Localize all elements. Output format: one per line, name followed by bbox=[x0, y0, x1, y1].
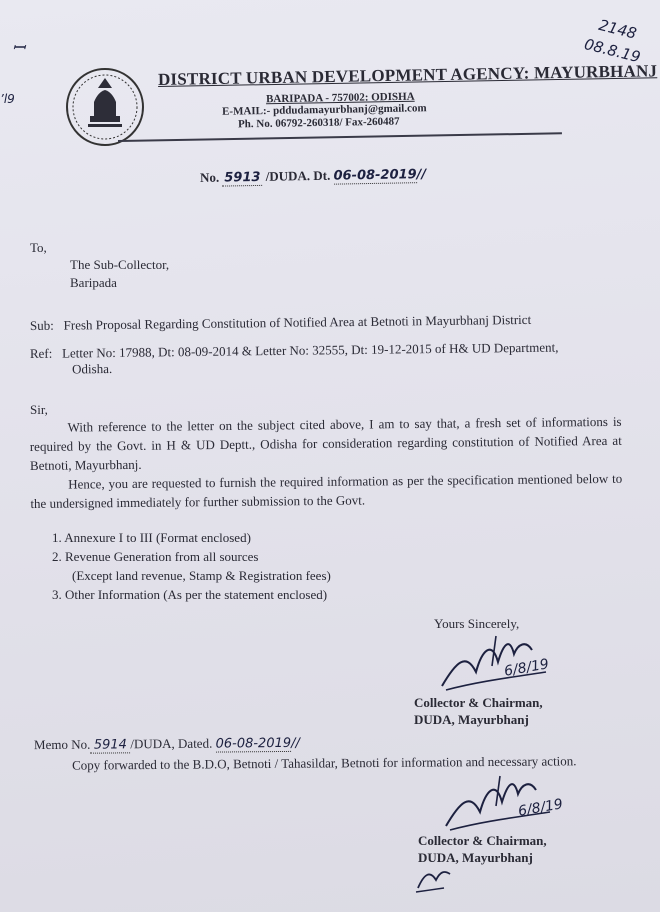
signature-1-designation bbox=[414, 694, 543, 728]
letter-number bbox=[200, 166, 426, 187]
addressee-line-2: Baripada bbox=[70, 275, 117, 290]
letter-number-label: No. bbox=[199, 169, 220, 185]
memo-number-mid: /DUDA, Dated. bbox=[130, 735, 213, 752]
subject-line bbox=[30, 312, 531, 334]
stamp-number: 2148 bbox=[596, 15, 639, 43]
header-divider bbox=[118, 132, 562, 142]
list-item: 1. Annexure I to III (Format enclosed) bbox=[52, 530, 251, 545]
memo-date-value: 06-08-2019 bbox=[215, 735, 292, 752]
paragraph-2-text: Hence, you are requested to furnish the required information as per the specification mentioned below to the undersigned immediately for further submission to the Govt. bbox=[30, 470, 623, 511]
paragraph-1 bbox=[30, 412, 623, 475]
state-emblem-icon bbox=[64, 66, 146, 148]
requirements-list bbox=[52, 528, 331, 604]
subject-text: Fresh Proposal Regarding Constitution of Notified Area at Betnoti in Mayurbhanj District bbox=[63, 311, 532, 333]
reference-text: Letter No: 17988, Dt: 08-09-2014 & Letter No: 32555, Dt: 19-12-2015 of H& UD Department, bbox=[61, 339, 559, 361]
addressee-line-1: The Sub-Collector, bbox=[70, 257, 170, 272]
reference-text-2: Odisha. bbox=[71, 360, 113, 377]
list-item: 3. Other Information (As per the statement enclosed) bbox=[52, 587, 328, 602]
reference-line bbox=[30, 339, 620, 378]
list-item-note: (Except land revenue, Stamp & Registration fees) bbox=[72, 568, 331, 583]
subject-label: Sub: bbox=[29, 317, 54, 333]
signature-2-title: Collector & Chairman, bbox=[418, 833, 547, 848]
initial-mark bbox=[414, 864, 454, 894]
memo-number-label: Memo No. bbox=[33, 736, 91, 753]
memo-date-suffix: // bbox=[291, 735, 300, 751]
to-label: To, bbox=[30, 240, 47, 255]
addressee-block bbox=[70, 256, 169, 292]
margin-mark-left: ’l9 bbox=[0, 92, 15, 106]
letter-number-value: 5913 bbox=[224, 169, 261, 186]
signature-1-org: DUDA, Mayurbhanj bbox=[414, 712, 529, 727]
list-item: 2. Revenue Generation from all sources bbox=[52, 549, 259, 564]
agency-email: E-MAIL:- pddudamayurbhanj@gmail.com bbox=[221, 102, 427, 118]
closing: Yours Sincerely, bbox=[434, 616, 520, 631]
memo-number-value: 5914 bbox=[90, 737, 130, 753]
reference-label: Ref: bbox=[29, 345, 53, 362]
signature-1-title: Collector & Chairman, bbox=[414, 695, 543, 710]
signature-1-date: 6/8/19 bbox=[502, 656, 551, 680]
letter-number-mid: /DUDA. Dt. bbox=[265, 167, 331, 184]
letter-date-suffix: // bbox=[416, 167, 427, 183]
letter-body bbox=[30, 412, 623, 513]
agency-address: BARIPADA - 757002: ODISHA bbox=[265, 90, 415, 106]
signature-2-org: DUDA, Mayurbhanj bbox=[418, 850, 533, 865]
signature-2-designation bbox=[418, 832, 547, 866]
paragraph-1-text: With reference to the letter on the subject cited above, I am to say that, a fresh set of informations is required by the Govt. in H & UD Deptt., Odisha for consideration regarding constitution of Notified Area at Betnoti, Mayurbhanj. bbox=[29, 413, 622, 473]
agency-name: DISTRICT URBAN DEVELOPMENT AGENCY: MAYURBHANJ bbox=[157, 61, 658, 89]
agency-phone: Ph. No. 06792-260318/ Fax-260487 bbox=[237, 115, 400, 131]
paragraph-2 bbox=[30, 469, 622, 513]
stamp-date: 08.8.19 bbox=[582, 35, 643, 67]
signature-2-date: 6/8/19 bbox=[516, 796, 565, 820]
copy-forwarded-text: Copy forwarded to the B.D.O, Betnoti / Tahasildar, Betnoti for information and necessary action. bbox=[71, 753, 577, 773]
salutation: Sir, bbox=[30, 402, 48, 417]
margin-mark: ꟷ bbox=[12, 38, 26, 57]
letter-date-value: 06-08-2019 bbox=[333, 167, 417, 184]
